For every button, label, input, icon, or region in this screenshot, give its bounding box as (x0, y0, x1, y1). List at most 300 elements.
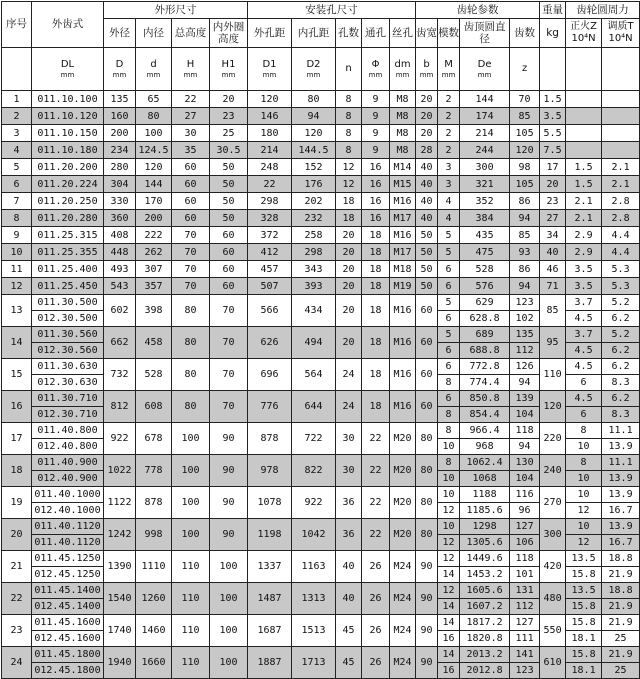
cell-d: 1260 (136, 583, 172, 615)
cell-D2: 922 (292, 487, 336, 519)
cell-H1: 90 (210, 423, 248, 455)
cell-M: 2 (438, 91, 460, 108)
cell-D1: 214 (248, 142, 292, 159)
cell-model: 012.30.710 (32, 407, 104, 423)
cell-De: 968 (460, 439, 510, 455)
cell-D2: 152 (292, 159, 336, 176)
cell-force-t: 16.7 (602, 503, 640, 519)
cell-kg: 5.5 (540, 125, 566, 142)
cell-force-t: 13.9 (602, 519, 640, 535)
header-dims: 外形尺寸 (104, 2, 248, 19)
cell-d: 398 (136, 295, 172, 327)
cell-model: 012.30.560 (32, 343, 104, 359)
cell-H: 60 (172, 210, 210, 227)
cell-model: 011.40.1120 (32, 519, 104, 535)
cell-model: 011.10.150 (32, 125, 104, 142)
cell-H1: 60 (210, 227, 248, 244)
cell-seq: 8 (2, 210, 32, 227)
cell-n: 8 (336, 91, 362, 108)
cell-D: 1390 (104, 551, 136, 583)
cell-phi: 9 (362, 108, 390, 125)
header-force: 齿轮圆周力 (566, 2, 640, 19)
cell-model: 011.25.315 (32, 227, 104, 244)
cell-n: 24 (336, 391, 362, 423)
cell-force-z: 6 (566, 375, 602, 391)
cell-force-z: 2.1 (566, 210, 602, 227)
cell-b: 60 (416, 295, 438, 327)
cell-z: 123 (510, 663, 540, 679)
cell-H1: 25 (210, 125, 248, 142)
cell-force-t (602, 108, 640, 125)
cell-D1: 1887 (248, 647, 292, 679)
cell-D2: 232 (292, 210, 336, 227)
cell-model: 011.45.1250 (32, 551, 104, 567)
cell-M: 16 (438, 631, 460, 647)
cell-H: 70 (172, 227, 210, 244)
normalized-label: 正火Z (570, 21, 597, 32)
cell-dm: M16 (390, 227, 416, 244)
cell-D1: 566 (248, 295, 292, 327)
cell-d: 120 (136, 159, 172, 176)
cell-force-z: 18.1 (566, 663, 602, 679)
cell-H: 100 (172, 455, 210, 487)
cell-D: 448 (104, 244, 136, 261)
cell-De: 1453.2 (460, 567, 510, 583)
cell-kg: 23 (540, 193, 566, 210)
cell-phi: 18 (362, 227, 390, 244)
table-row (2, 455, 640, 471)
symbol-cell (292, 48, 336, 91)
cell-z: 94 (510, 210, 540, 227)
header-thread-hole: 丝孔 (390, 19, 416, 48)
cell-dm: M16 (390, 193, 416, 210)
cell-phi: 9 (362, 125, 390, 142)
cell-d: 878 (136, 487, 172, 519)
cell-model: 012.45.1600 (32, 631, 104, 647)
cell-b: 40 (416, 193, 438, 210)
cell-model: 011.30.560 (32, 327, 104, 343)
symbol-cell (602, 48, 640, 91)
cell-kg: 85 (540, 295, 566, 327)
symbol-cell (566, 48, 602, 91)
cell-n: 30 (336, 455, 362, 487)
cell-force-t: 21.9 (602, 567, 640, 583)
cell-z: 101 (510, 567, 540, 583)
cell-D1: 776 (248, 391, 292, 423)
cell-M: 6 (438, 311, 460, 327)
cell-D: 160 (104, 108, 136, 125)
cell-H: 22 (172, 91, 210, 108)
table-row (2, 615, 640, 631)
cell-n: 20 (336, 261, 362, 278)
table-row (2, 423, 640, 439)
cell-force-z: 15.8 (566, 647, 602, 663)
header-seq: 序号 (2, 2, 32, 48)
cell-kg: 20 (540, 176, 566, 193)
cell-z: 105 (510, 125, 540, 142)
cell-M: 12 (438, 535, 460, 551)
cell-D: 304 (104, 176, 136, 193)
cell-D1: 22 (248, 176, 292, 193)
cell-model: 011.30.500 (32, 295, 104, 311)
cell-phi: 18 (362, 261, 390, 278)
cell-dm: M8 (390, 142, 416, 159)
symbol-label: d (150, 58, 157, 70)
cell-b: 20 (416, 91, 438, 108)
symbol-label: H1 (221, 58, 236, 70)
cell-M: 12 (438, 551, 460, 567)
header-model: 外齿式 (32, 2, 104, 48)
cell-n: 20 (336, 327, 362, 359)
cell-b: 80 (416, 423, 438, 455)
cell-d: 200 (136, 210, 172, 227)
cell-M: 4 (438, 193, 460, 210)
cell-kg: 240 (540, 455, 566, 487)
cell-M: 10 (438, 487, 460, 503)
cell-model: 011.20.280 (32, 210, 104, 227)
cell-M: 14 (438, 647, 460, 663)
cell-z: 112 (510, 343, 540, 359)
cell-force-t: 25 (602, 663, 640, 679)
cell-z: 118 (510, 551, 540, 567)
cell-De: 1449.6 (460, 551, 510, 567)
table-row (2, 125, 640, 142)
cell-H1: 60 (210, 261, 248, 278)
cell-n: 20 (336, 295, 362, 327)
cell-b: 90 (416, 647, 438, 679)
header-kg: kg (540, 19, 566, 48)
cell-dm: M16 (390, 391, 416, 423)
cell-De: 688.8 (460, 343, 510, 359)
cell-kg: 480 (540, 583, 566, 615)
cell-d: 778 (136, 455, 172, 487)
cell-D2: 176 (292, 176, 336, 193)
cell-D2: 1313 (292, 583, 336, 615)
symbol-cell (540, 48, 566, 91)
cell-De: 1068 (460, 471, 510, 487)
cell-force-z: 2.1 (566, 193, 602, 210)
cell-z: 106 (510, 535, 540, 551)
cell-seq: 18 (2, 455, 32, 487)
cell-D1: 1687 (248, 615, 292, 647)
cell-z: 112 (510, 599, 540, 615)
cell-n: 8 (336, 142, 362, 159)
cell-model: 012.30.630 (32, 375, 104, 391)
cell-force-z: 13.5 (566, 551, 602, 567)
cell-n: 24 (336, 359, 362, 391)
cell-model: 011.10.180 (32, 142, 104, 159)
cell-D: 1022 (104, 455, 136, 487)
cell-z: 116 (510, 487, 540, 503)
cell-H1: 50 (210, 210, 248, 227)
cell-M: 12 (438, 583, 460, 599)
cell-M: 5 (438, 295, 460, 311)
cell-force-t: 2.1 (602, 176, 640, 193)
cell-n: 8 (336, 108, 362, 125)
cell-M: 3 (438, 176, 460, 193)
cell-phi: 9 (362, 91, 390, 108)
symbol-cell (416, 48, 438, 91)
cell-z: 96 (510, 503, 540, 519)
bearing-spec-table (1, 1, 640, 679)
cell-dm: M16 (390, 295, 416, 327)
cell-dm: M15 (390, 176, 416, 193)
cell-phi: 18 (362, 295, 390, 327)
cell-D: 602 (104, 295, 136, 327)
header-module: 模数 (438, 19, 460, 48)
cell-force-z: 4.5 (566, 311, 602, 327)
table-row (2, 244, 640, 261)
cell-d: 170 (136, 193, 172, 210)
cell-force-z: 15.8 (566, 567, 602, 583)
normalized-unit: 10⁴N (571, 33, 596, 44)
table-body (2, 91, 640, 679)
cell-phi: 18 (362, 244, 390, 261)
symbol-cell (336, 48, 362, 91)
cell-phi: 22 (362, 487, 390, 519)
cell-phi: 22 (362, 423, 390, 455)
header-tooth-width: 齿宽 (416, 19, 438, 48)
cell-phi: 18 (362, 327, 390, 359)
cell-De: 1820.8 (460, 631, 510, 647)
cell-z: 94 (510, 375, 540, 391)
symbol-label: D2 (306, 58, 321, 70)
symbol-cell (210, 48, 248, 91)
header-through-hole: 通孔 (362, 19, 390, 48)
symbol-cell (32, 48, 104, 91)
table-row (2, 391, 640, 407)
cell-De: 1817.2 (460, 615, 510, 631)
cell-force-z: 10 (566, 519, 602, 535)
cell-D1: 120 (248, 91, 292, 108)
cell-D1: 1198 (248, 519, 292, 551)
table-row (2, 583, 640, 599)
cell-phi: 18 (362, 359, 390, 391)
cell-seq: 9 (2, 227, 32, 244)
cell-phi: 16 (362, 176, 390, 193)
symbol-unit: mm (221, 70, 236, 79)
symbol-unit: mm (306, 70, 321, 79)
cell-kg: 550 (540, 615, 566, 647)
cell-b: 40 (416, 176, 438, 193)
cell-d: 100 (136, 125, 172, 142)
cell-H1: 60 (210, 278, 248, 295)
table-row (2, 647, 640, 663)
cell-z: 70 (510, 91, 540, 108)
cell-model: 011.30.710 (32, 391, 104, 407)
cell-force-t: 21.9 (602, 599, 640, 615)
cell-De: 321 (460, 176, 510, 193)
header-outer-dia: 外径 (104, 19, 136, 48)
cell-model: 012.30.500 (32, 311, 104, 327)
cell-force-t: 13.9 (602, 471, 640, 487)
cell-M: 16 (438, 663, 460, 679)
cell-H1: 90 (210, 487, 248, 519)
cell-H: 30 (172, 125, 210, 142)
cell-dm: M24 (390, 647, 416, 679)
cell-phi: 22 (362, 455, 390, 487)
symbol-label: H (186, 58, 195, 70)
cell-d: 528 (136, 359, 172, 391)
cell-phi: 26 (362, 615, 390, 647)
cell-M: 3 (438, 159, 460, 176)
cell-n: 40 (336, 583, 362, 615)
cell-z: 141 (510, 647, 540, 663)
cell-kg: 34 (540, 227, 566, 244)
header-outer-hole: 外孔距 (248, 19, 292, 48)
cell-dm: M17 (390, 210, 416, 227)
cell-D: 234 (104, 142, 136, 159)
symbol-cell (104, 48, 136, 91)
cell-d: 678 (136, 423, 172, 455)
cell-force-z: 3.5 (566, 261, 602, 278)
cell-seq: 2 (2, 108, 32, 125)
cell-H1: 100 (210, 647, 248, 679)
cell-phi: 26 (362, 551, 390, 583)
cell-De: 576 (460, 278, 510, 295)
cell-d: 998 (136, 519, 172, 551)
cell-b: 60 (416, 359, 438, 391)
cell-De: 352 (460, 193, 510, 210)
cell-n: 12 (336, 176, 362, 193)
symbol-unit: mm (262, 70, 277, 79)
header-tempered (602, 19, 640, 48)
cell-D1: 457 (248, 261, 292, 278)
cell-phi: 26 (362, 647, 390, 679)
cell-De: 2012.8 (460, 663, 510, 679)
cell-De: 772.8 (460, 359, 510, 375)
symbol-unit: mm (477, 70, 492, 79)
cell-H: 60 (172, 193, 210, 210)
cell-seq: 5 (2, 159, 32, 176)
table-row (2, 193, 640, 210)
cell-dm: M8 (390, 91, 416, 108)
cell-De: 1188 (460, 487, 510, 503)
symbol-label: z (521, 63, 528, 74)
cell-d: 357 (136, 278, 172, 295)
cell-z: 85 (510, 108, 540, 125)
cell-M: 2 (438, 142, 460, 159)
cell-De: 174 (460, 108, 510, 125)
cell-b: 80 (416, 487, 438, 519)
cell-force-z: 4.5 (566, 359, 602, 375)
cell-kg: 46 (540, 261, 566, 278)
cell-seq: 10 (2, 244, 32, 261)
cell-n: 45 (336, 647, 362, 679)
cell-d: 124.5 (136, 142, 172, 159)
symbol-cell-seq (2, 48, 32, 91)
cell-D: 543 (104, 278, 136, 295)
cell-b: 50 (416, 261, 438, 278)
cell-seq: 3 (2, 125, 32, 142)
cell-D2: 80 (292, 91, 336, 108)
cell-force-z: 4.5 (566, 391, 602, 407)
cell-model: 011.25.400 (32, 261, 104, 278)
header-inner-hole: 内孔距 (292, 19, 336, 48)
cell-kg: 420 (540, 551, 566, 583)
cell-D1: 146 (248, 108, 292, 125)
cell-z: 123 (510, 295, 540, 311)
cell-force-t: 6.2 (602, 311, 640, 327)
cell-model: 012.45.1400 (32, 599, 104, 615)
cell-kg: 610 (540, 647, 566, 679)
cell-z: 104 (510, 407, 540, 423)
cell-M: 5 (438, 227, 460, 244)
cell-H1: 100 (210, 583, 248, 615)
cell-n: 20 (336, 244, 362, 261)
cell-n: 40 (336, 551, 362, 583)
table-row (2, 91, 640, 108)
cell-H1: 70 (210, 359, 248, 391)
cell-kg: 7.5 (540, 142, 566, 159)
cell-D1: 328 (248, 210, 292, 227)
cell-z: 104 (510, 471, 540, 487)
cell-d: 144 (136, 176, 172, 193)
cell-z: 94 (510, 439, 540, 455)
cell-De: 966.4 (460, 423, 510, 439)
cell-d: 458 (136, 327, 172, 359)
header-height: 总高度 (172, 19, 210, 48)
header-gear: 齿轮参数 (416, 2, 540, 19)
table-row (2, 159, 640, 176)
symbol-cell (136, 48, 172, 91)
cell-seq: 14 (2, 327, 32, 359)
cell-dm: M8 (390, 108, 416, 125)
cell-H: 60 (172, 176, 210, 193)
cell-phi: 9 (362, 142, 390, 159)
cell-M: 2 (438, 108, 460, 125)
cell-De: 628.8 (460, 311, 510, 327)
cell-H: 100 (172, 519, 210, 551)
cell-D1: 626 (248, 327, 292, 359)
cell-z: 86 (510, 261, 540, 278)
cell-model: 012.40.900 (32, 471, 104, 487)
cell-kg: 1.5 (540, 91, 566, 108)
cell-H1: 20 (210, 91, 248, 108)
cell-De: 144 (460, 91, 510, 108)
cell-model: 012.45.1800 (32, 663, 104, 679)
symbol-cell (510, 48, 540, 91)
cell-z: 85 (510, 227, 540, 244)
cell-D1: 412 (248, 244, 292, 261)
cell-D2: 1713 (292, 647, 336, 679)
cell-dm: M24 (390, 615, 416, 647)
cell-D1: 1337 (248, 551, 292, 583)
cell-n: 20 (336, 227, 362, 244)
header-ring-height: 内外圈高度 (210, 19, 248, 48)
cell-De: 435 (460, 227, 510, 244)
cell-b: 90 (416, 583, 438, 615)
cell-H: 80 (172, 391, 210, 423)
cell-model: 011.45.1400 (32, 583, 104, 599)
cell-seq: 4 (2, 142, 32, 159)
cell-dm: M17 (390, 244, 416, 261)
table-row (2, 261, 640, 278)
cell-b: 40 (416, 159, 438, 176)
cell-H1: 100 (210, 615, 248, 647)
cell-force-t: 6.2 (602, 359, 640, 375)
cell-force-t (602, 142, 640, 159)
cell-phi: 22 (362, 519, 390, 551)
header-teeth: 齿数 (510, 19, 540, 48)
cell-n: 12 (336, 159, 362, 176)
cell-H: 70 (172, 244, 210, 261)
cell-d: 307 (136, 261, 172, 278)
cell-M: 6 (438, 391, 460, 407)
cell-b: 60 (416, 391, 438, 423)
cell-force-t: 6.2 (602, 343, 640, 359)
cell-force-t (602, 91, 640, 108)
